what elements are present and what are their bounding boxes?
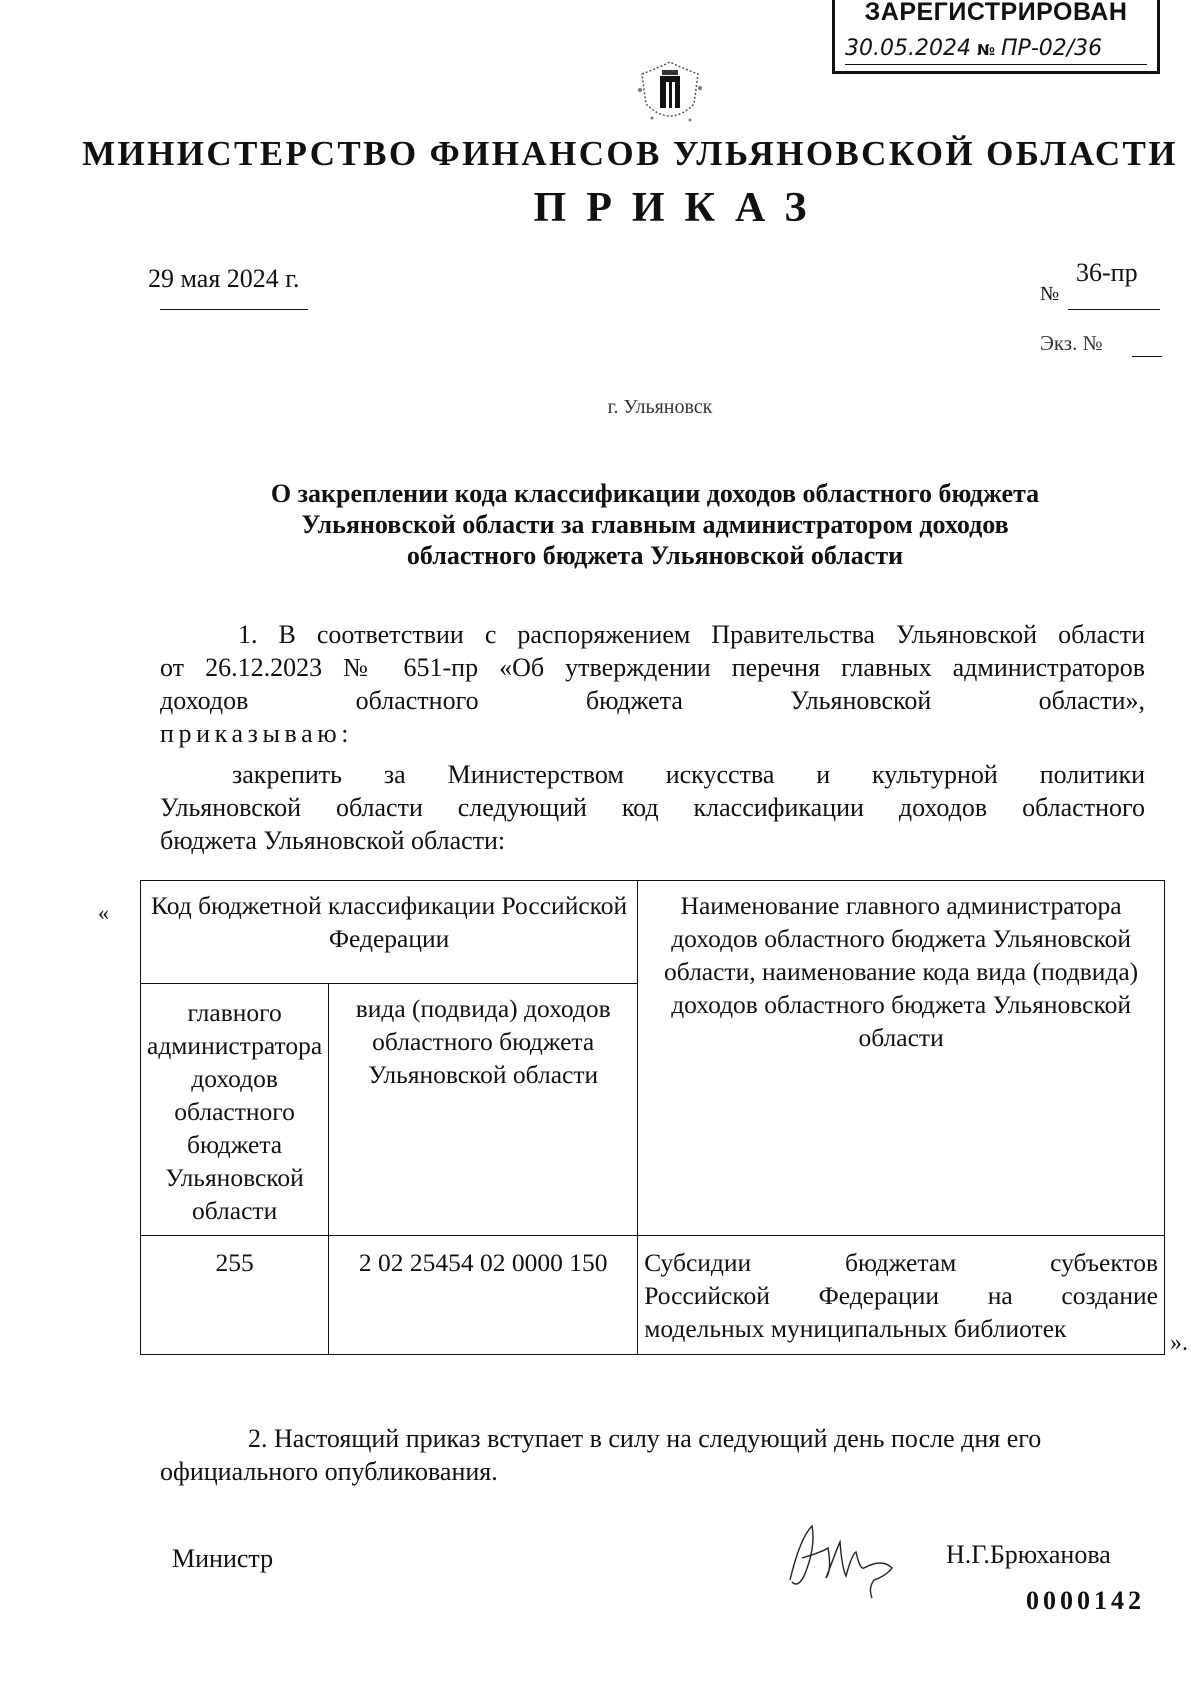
table-closing-quote: ». [1170,1330,1188,1356]
stamp-registration-line [845,36,1147,65]
paragraph-line: 1. В соответствии с распоряжением Правительства Ульяновской области [238,620,1145,649]
city: г. Ульяновск [607,396,713,418]
paragraph-line: доходов областного бюджета Ульяновской области», [160,686,1145,715]
paragraph-line: официального опубликования. [160,1457,498,1486]
subject-line: Ульяновской области за главным администратором доходов [301,510,1009,539]
order-date: 29 мая 2024 г. [148,264,300,293]
registration-stamp [832,0,1160,74]
number-underline [1068,309,1160,310]
paragraph-line: 2. Настоящий приказ вступает в силу на следующий день после дня его [248,1424,1042,1453]
header-income-code-text: вида (подвида) доходов областного бюджета Ульяновской области [355,994,611,1089]
ministry-name: МИНИСТЕРСТВО ФИНАНСОВ УЛЬЯНОВСКОЙ ОБЛАСТИ [82,134,1178,173]
table-row [141,1236,1165,1355]
paragraph-line: бюджета Ульяновской области: [160,826,506,855]
copy-number-underline [1132,356,1162,357]
paragraph-2 [160,1422,1145,1488]
handwritten-signature [782,1518,900,1604]
cell-income-code: 2 02 25454 02 0000 150 [329,1236,638,1355]
classification-table [140,880,1165,1355]
paragraph-1 [160,618,1145,750]
coat-of-arms-icon [632,60,708,130]
subject-line: О закреплении кода классификации доходов областного бюджета [270,479,1040,508]
cell-line: Субсидии бюджетам субъектов [644,1248,1158,1277]
stamp-number-sign: № [976,41,996,59]
paragraph-line: Ульяновской области следующий код классификации доходов областного [160,793,1145,822]
order-number-sign: № [1040,283,1060,305]
cell-admin-code: 255 [141,1236,329,1355]
table-opening-quote: « [98,900,109,925]
paragraph-line: закрепить за Министерством искусства и культурной политики [232,760,1145,789]
stamp-number: ПР-02/36 [1001,36,1103,61]
cell-income-name [638,1236,1165,1355]
paragraph-assign [160,758,1145,857]
subject-line: областного бюджета Ульяновской области [406,541,904,570]
header-code-group: Код бюджетной классификации Российской Федерации [141,881,638,984]
stamp-title: ЗАРЕГИСТРИРОВАН [864,0,1128,26]
order-subject [180,478,1130,571]
stamp-date: 30.05.2024 [845,36,971,61]
cell-line: модельных муниципальных библиотек [644,1314,1067,1343]
date-underline [160,309,308,310]
table-header-row [141,881,1165,984]
order-word: приказываю: [160,719,354,748]
copy-number-label: Экз. № [1040,331,1103,355]
signatory-position: Министр [172,1544,274,1573]
document-type: ПРИКАЗ [533,185,827,231]
order-number: 36-пр [1076,258,1138,287]
cell-line: Российской Федерации на создание [644,1281,1158,1310]
paragraph-line: от 26.12.2023 № 651-пр «Об утверждении перечня главных администраторов [160,653,1145,682]
signatory-name: Н.Г.Брюханова [946,1540,1111,1569]
document-serial-number: 0000142 [1026,1586,1145,1615]
header-income-code [329,984,638,1236]
header-admin-code: главного администратора доходов областного бюджета Ульяновской области [141,984,329,1236]
header-name-column: Наименование главного администратора доходов областного бюджета Ульяновской области, наименование кода вида (подвида) доходов областного бюджета Ульяновской области [638,881,1165,1236]
